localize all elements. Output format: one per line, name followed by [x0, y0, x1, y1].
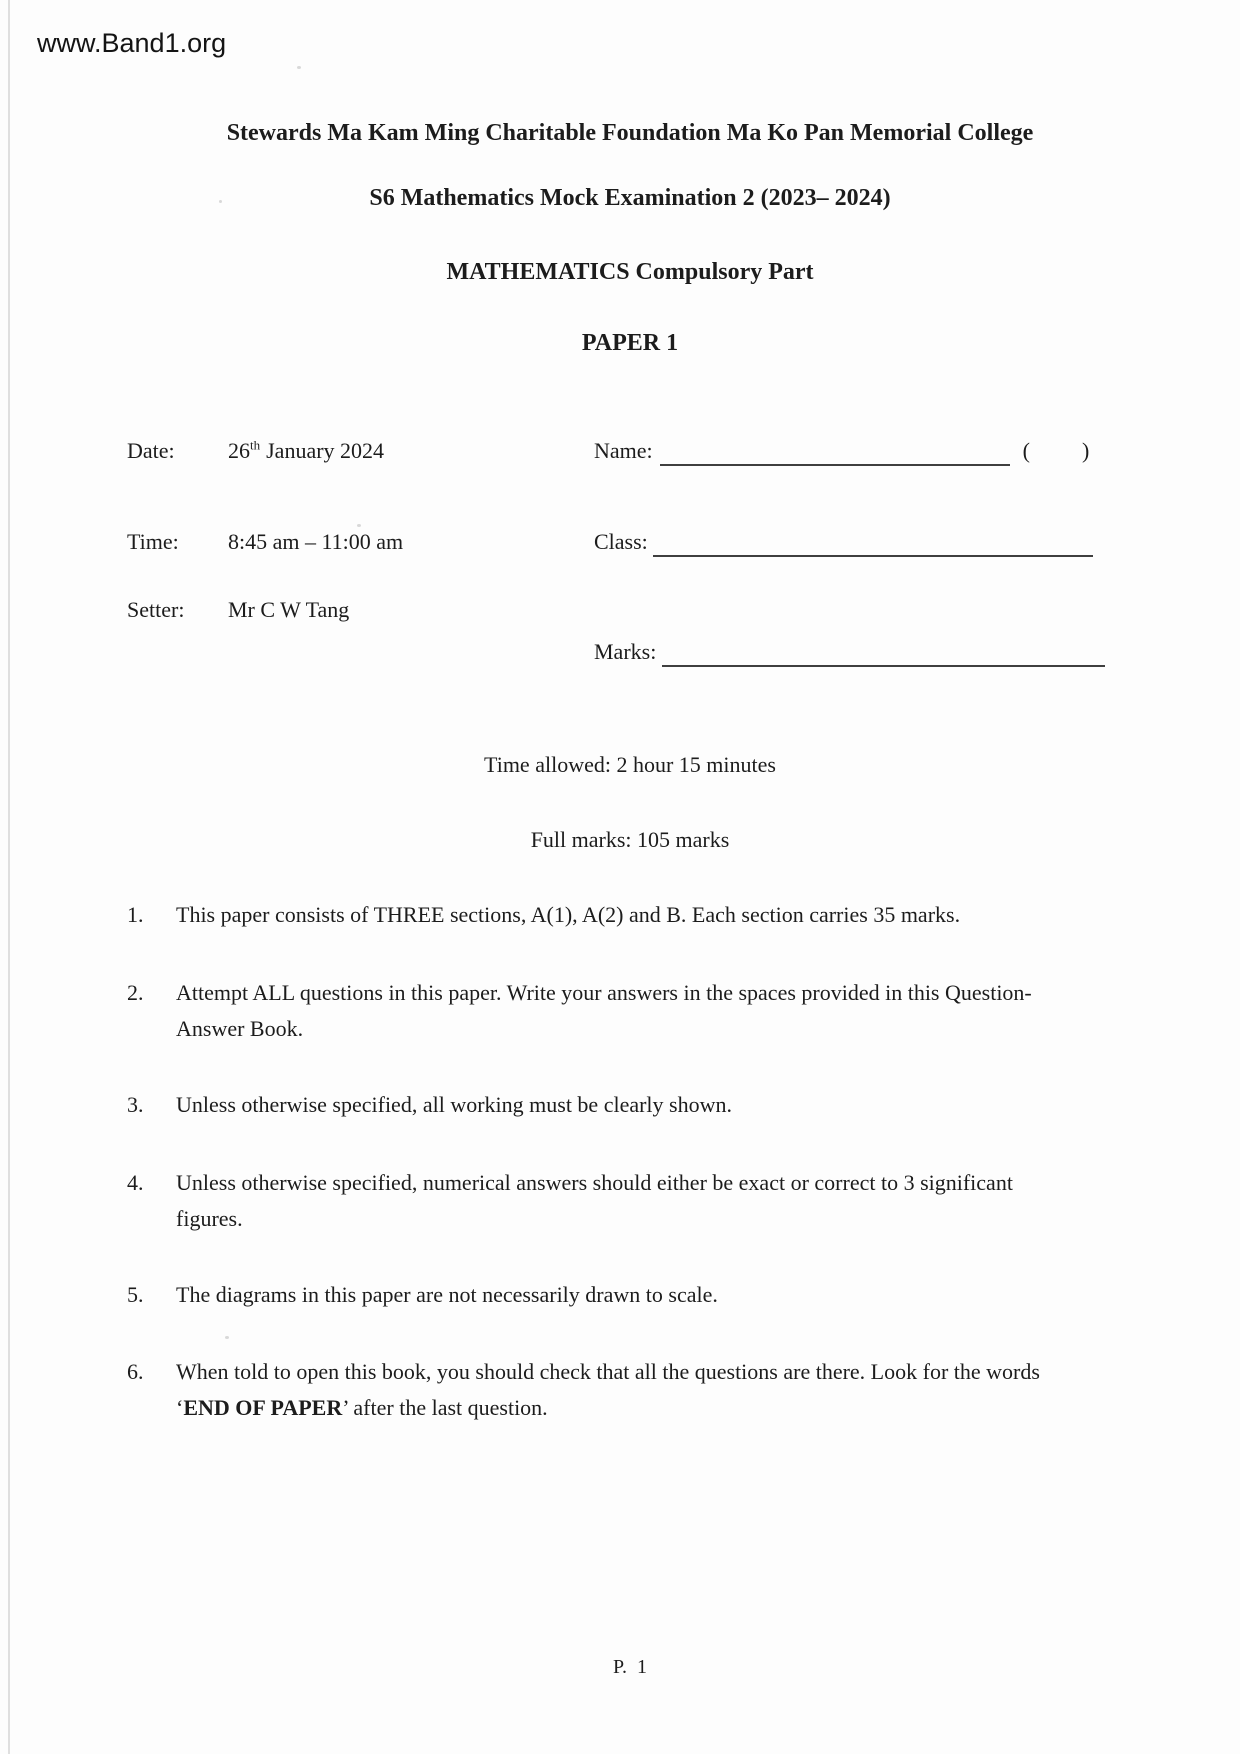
instruction-text: The diagrams in this paper are not necessarily drawn to scale.	[176, 1282, 718, 1307]
paper-number-title: PAPER 1	[581, 330, 679, 356]
instruction-number: 3.	[127, 1092, 144, 1117]
page-number: P. 1	[613, 1656, 647, 1678]
date-day: 26	[228, 438, 250, 463]
instruction-number: 6.	[127, 1359, 144, 1384]
instruction-item-1	[127, 897, 1077, 933]
instruction-item-6	[127, 1354, 1077, 1426]
marks-label: Marks:	[594, 639, 657, 664]
scan-speck	[297, 66, 301, 69]
instruction-item-3	[127, 1087, 1077, 1123]
marks-row	[0, 637, 1240, 667]
marks-blank-line	[662, 639, 1105, 667]
setter-label: Setter:	[127, 597, 185, 622]
date-label: Date:	[127, 438, 175, 463]
date-name-row	[0, 436, 1240, 466]
name-label: Name:	[594, 438, 653, 463]
time-allowed-text: Time allowed: 2 hour 15 minutes	[484, 752, 776, 777]
time-value: 8:45 am – 11:00 am	[228, 529, 404, 554]
instruction-number: 1.	[127, 902, 144, 927]
class-blank-line	[653, 529, 1093, 557]
instruction-item-4	[127, 1165, 1077, 1237]
instruction-text: Unless otherwise specified, numerical answers should either be exact or correct to 3 significant figures.	[176, 1170, 1013, 1231]
instruction-text: This paper consists of THREE sections, A(1), A(2) and B. Each section carries 35 marks.	[176, 902, 961, 927]
instruction-item-2	[127, 975, 1077, 1047]
site-watermark: www.Band1.org	[37, 28, 227, 58]
instruction-text-post: ’ after the last question.	[342, 1395, 548, 1420]
name-blank-line	[660, 438, 1010, 466]
class-label: Class:	[594, 529, 648, 554]
school-name-title: Stewards Ma Kam Ming Charitable Foundation Ma Ko Pan Memorial College	[226, 120, 1034, 146]
date-ordinal: th	[250, 437, 261, 453]
class-number-paren-close: )	[1081, 438, 1090, 463]
instruction-item-5	[127, 1277, 1077, 1313]
instruction-number: 2.	[127, 980, 144, 1005]
date-month-year: January 2024	[266, 438, 385, 463]
full-marks-text: Full marks: 105 marks	[530, 827, 730, 852]
name-field	[594, 436, 1089, 466]
scan-speck	[225, 1336, 229, 1339]
instruction-number: 5.	[127, 1282, 144, 1307]
exam-title: S6 Mathematics Mock Examination 2 (2023– 2024)	[369, 185, 891, 211]
time-label: Time:	[127, 529, 179, 554]
instruction-text	[176, 1354, 1076, 1426]
instruction-text: Attempt ALL questions in this paper. Write your answers in the spaces provided in this Question-Answer Book.	[176, 980, 1032, 1041]
end-of-paper-keyword: END OF PAPER	[183, 1395, 343, 1420]
date-value	[228, 436, 384, 466]
class-number-paren-open: (	[1022, 438, 1030, 463]
marks-field	[594, 637, 1105, 667]
setter-row	[0, 595, 1240, 625]
subject-title: MATHEMATICS Compulsory Part	[446, 259, 814, 285]
instruction-number: 4.	[127, 1170, 144, 1195]
instruction-text: Unless otherwise specified, all working must be clearly shown.	[176, 1092, 732, 1117]
instruction-text-pre: When told to open this book, you should check that all the questions are there. Look for the words ‘	[176, 1359, 1040, 1420]
time-class-row	[0, 527, 1240, 557]
class-field	[594, 527, 1093, 557]
setter-value: Mr C W Tang	[228, 597, 350, 622]
